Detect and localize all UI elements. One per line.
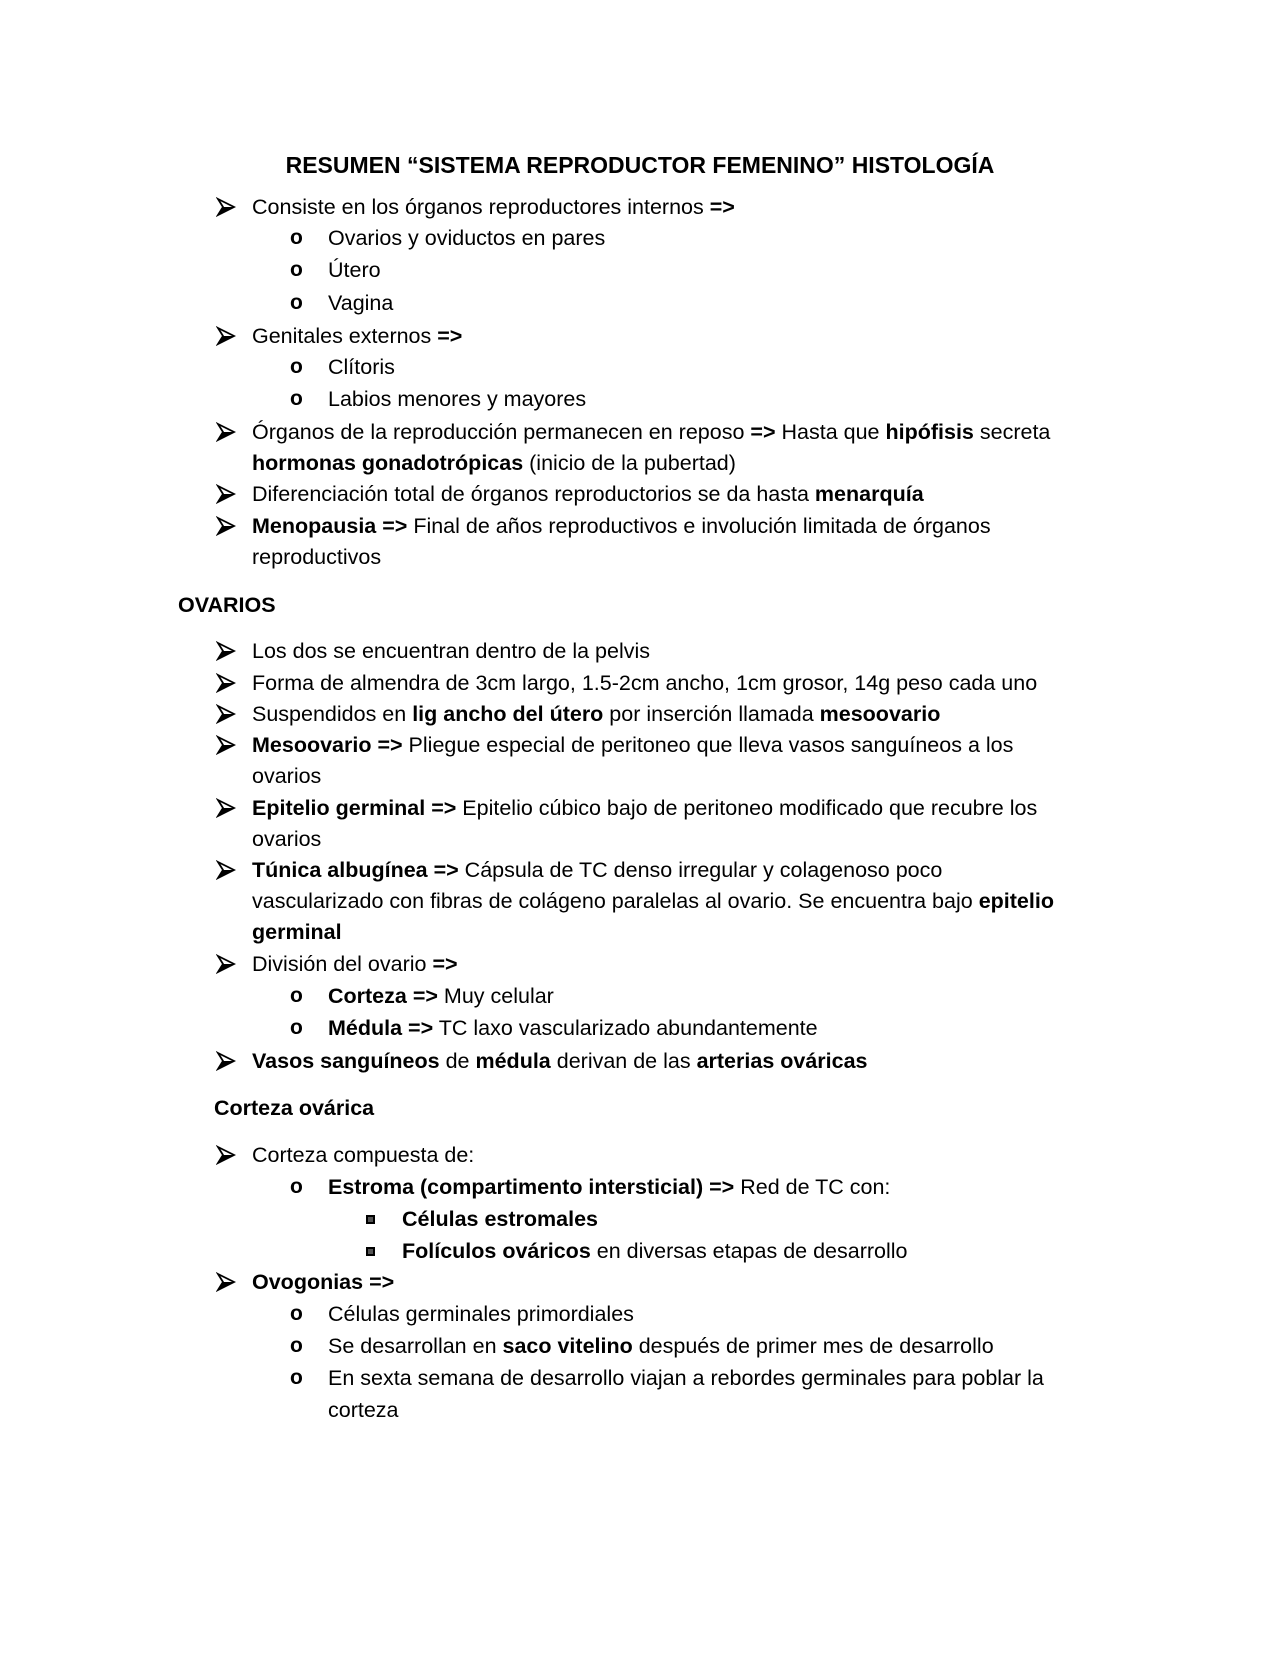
text: después de primer mes de desarrollo xyxy=(632,1334,994,1358)
list-item-line xyxy=(252,887,1054,915)
bold-text: Estroma (compartimento intersticial) => xyxy=(328,1175,735,1199)
bold-text: lig ancho del útero xyxy=(412,702,604,726)
list-item-line xyxy=(252,418,1050,446)
text: reproductivos xyxy=(252,545,382,569)
bold-text: Células estromales xyxy=(402,1207,598,1231)
arrowhead-bullet-icon xyxy=(216,422,236,442)
circle-bullet-icon: o xyxy=(290,1016,303,1039)
text: Se desarrollan en xyxy=(328,1334,503,1358)
list-item-line xyxy=(328,224,605,252)
list-item-line xyxy=(252,1047,868,1075)
list-item-line xyxy=(328,256,381,284)
text: Los dos se encuentran dentro de la pelvis xyxy=(252,639,651,663)
text: Genitales externos xyxy=(252,324,438,348)
text: Células germinales primordiales xyxy=(328,1302,634,1326)
list-item-line xyxy=(328,1396,399,1424)
circle-bullet-icon: o xyxy=(290,291,303,314)
bold-text: Médula => xyxy=(328,1016,434,1040)
circle-bullet-icon: o xyxy=(290,387,303,410)
text: Consiste en los órganos reproductores internos xyxy=(252,195,710,219)
bold-text: => xyxy=(709,195,735,219)
text: Suspendidos en xyxy=(252,702,413,726)
list-item-line xyxy=(252,449,736,477)
list-item-line xyxy=(328,982,554,1010)
arrowhead-bullet-icon xyxy=(216,1145,236,1165)
bold-text: saco vitelino xyxy=(502,1334,633,1358)
arrowhead-bullet-icon xyxy=(216,860,236,880)
circle-bullet-icon: o xyxy=(290,1302,303,1325)
text: ovarios xyxy=(252,827,322,851)
list-item-line xyxy=(252,512,991,540)
text: vascularizado con fibras de colágeno paralelas al ovario. Se encuentra bajo xyxy=(252,889,979,913)
bold-text: Ovogonias => xyxy=(252,1270,395,1294)
text: Final de años reproductivos e involución limitada de órganos xyxy=(407,514,991,538)
bold-text: médula xyxy=(475,1049,551,1073)
list-item-line xyxy=(252,700,940,728)
list-item-line xyxy=(252,669,1037,697)
text: (inicio de la pubertad) xyxy=(523,451,736,475)
bold-text: Corteza => xyxy=(328,984,438,1008)
list-item-line xyxy=(252,762,321,790)
list-item-line xyxy=(328,289,393,317)
arrowhead-bullet-icon xyxy=(216,197,236,217)
bold-text: => xyxy=(432,952,458,976)
circle-bullet-icon: o xyxy=(290,355,303,378)
list-item-line xyxy=(252,637,650,665)
circle-bullet-icon: o xyxy=(290,1175,303,1198)
square-bullet-icon xyxy=(366,1215,375,1224)
bold-text: Vasos sanguíneos xyxy=(252,1049,440,1073)
section-heading: Corteza ovárica xyxy=(214,1096,375,1120)
text: Cápsula de TC denso irregular y colagenoso poco xyxy=(458,858,943,882)
text: Vagina xyxy=(328,291,394,315)
arrowhead-bullet-icon xyxy=(216,954,236,974)
list-item-line xyxy=(328,353,395,381)
text: en diversas etapas de desarrollo xyxy=(590,1239,908,1263)
list-item-line xyxy=(328,1014,818,1042)
arrowhead-bullet-icon xyxy=(216,704,236,724)
list-item-line xyxy=(402,1205,598,1233)
bold-text: Mesoovario => xyxy=(252,733,403,757)
text: En sexta semana de desarrollo viajan a rebordes germinales para poblar la xyxy=(328,1366,1044,1390)
bold-text: Epitelio germinal => xyxy=(252,796,457,820)
text: ovarios xyxy=(252,764,322,788)
list-item-line xyxy=(252,1141,474,1169)
text: División del ovario xyxy=(252,952,433,976)
text: Órganos de la reproducción permanecen en reposo xyxy=(252,420,751,444)
arrowhead-bullet-icon xyxy=(216,484,236,504)
text: Forma de almendra de 3cm largo, 1.5-2cm ancho, 1cm grosor, 14g peso cada uno xyxy=(252,671,1038,695)
bold-text: hipófisis xyxy=(885,420,974,444)
text: Red de TC con: xyxy=(734,1175,891,1199)
bold-text: epitelio xyxy=(978,889,1054,913)
list-item-line xyxy=(328,1173,890,1201)
text: Útero xyxy=(328,258,381,282)
square-bullet-icon xyxy=(366,1247,375,1256)
text: Pliegue especial de peritoneo que lleva vasos sanguíneos a los xyxy=(402,733,1014,757)
circle-bullet-icon: o xyxy=(290,1334,303,1357)
text: por inserción llamada xyxy=(603,702,820,726)
list-item-line xyxy=(252,794,1037,822)
circle-bullet-icon: o xyxy=(290,1366,303,1389)
list-item-line xyxy=(252,480,924,508)
text: Diferenciación total de órganos reproductorios se da hasta xyxy=(252,482,815,506)
list-item-line xyxy=(328,385,586,413)
list-item-line xyxy=(402,1237,908,1265)
list-item-line xyxy=(252,193,735,221)
list-item-line xyxy=(252,731,1013,759)
document-title: RESUMEN “SISTEMA REPRODUCTOR FEMENINO” HISTOLOGÍA xyxy=(285,152,995,178)
text: Ovarios y oviductos en pares xyxy=(328,226,606,250)
text: Hasta que xyxy=(775,420,886,444)
list-item-line xyxy=(328,1300,634,1328)
text: Clítoris xyxy=(328,355,395,379)
text: corteza xyxy=(328,1398,399,1422)
arrowhead-bullet-icon xyxy=(216,1051,236,1071)
list-item-line xyxy=(328,1364,1044,1392)
arrowhead-bullet-icon xyxy=(216,735,236,755)
arrowhead-bullet-icon xyxy=(216,641,236,661)
arrowhead-bullet-icon xyxy=(216,673,236,693)
arrowhead-bullet-icon xyxy=(216,798,236,818)
list-item-line xyxy=(252,543,381,571)
list-item-line xyxy=(252,918,342,946)
text: Corteza compuesta de: xyxy=(252,1143,475,1167)
bold-text: arterias ováricas xyxy=(696,1049,868,1073)
bold-text: Túnica albugínea => xyxy=(252,858,459,882)
arrowhead-bullet-icon xyxy=(216,1272,236,1292)
arrowhead-bullet-icon xyxy=(216,326,236,346)
arrowhead-bullet-icon xyxy=(216,516,236,536)
text: secreta xyxy=(973,420,1051,444)
list-item-line xyxy=(252,825,321,853)
bold-text: => xyxy=(750,420,776,444)
list-item-line xyxy=(252,856,942,884)
text: derivan de las xyxy=(550,1049,697,1073)
list-item-line xyxy=(252,1268,394,1296)
list-item-line xyxy=(252,950,458,978)
bold-text: mesoovario xyxy=(819,702,941,726)
text: de xyxy=(439,1049,476,1073)
bold-text: menarquía xyxy=(814,482,924,506)
text: TC laxo vascularizado abundantemente xyxy=(433,1016,818,1040)
bold-text: => xyxy=(437,324,463,348)
list-item-line xyxy=(252,322,462,350)
text: Labios menores y mayores xyxy=(328,387,587,411)
bold-text: Folículos ováricos xyxy=(402,1239,591,1263)
section-heading: OVARIOS xyxy=(178,593,276,617)
bold-text: hormonas gonadotrópicas xyxy=(252,451,524,475)
circle-bullet-icon: o xyxy=(290,258,303,281)
text: Muy celular xyxy=(437,984,554,1008)
circle-bullet-icon: o xyxy=(290,984,303,1007)
text: Epitelio cúbico bajo de peritoneo modificado que recubre los xyxy=(456,796,1038,820)
bold-text: germinal xyxy=(252,920,342,944)
bold-text: Menopausia => xyxy=(252,514,408,538)
circle-bullet-icon: o xyxy=(290,226,303,249)
list-item-line xyxy=(328,1332,994,1360)
